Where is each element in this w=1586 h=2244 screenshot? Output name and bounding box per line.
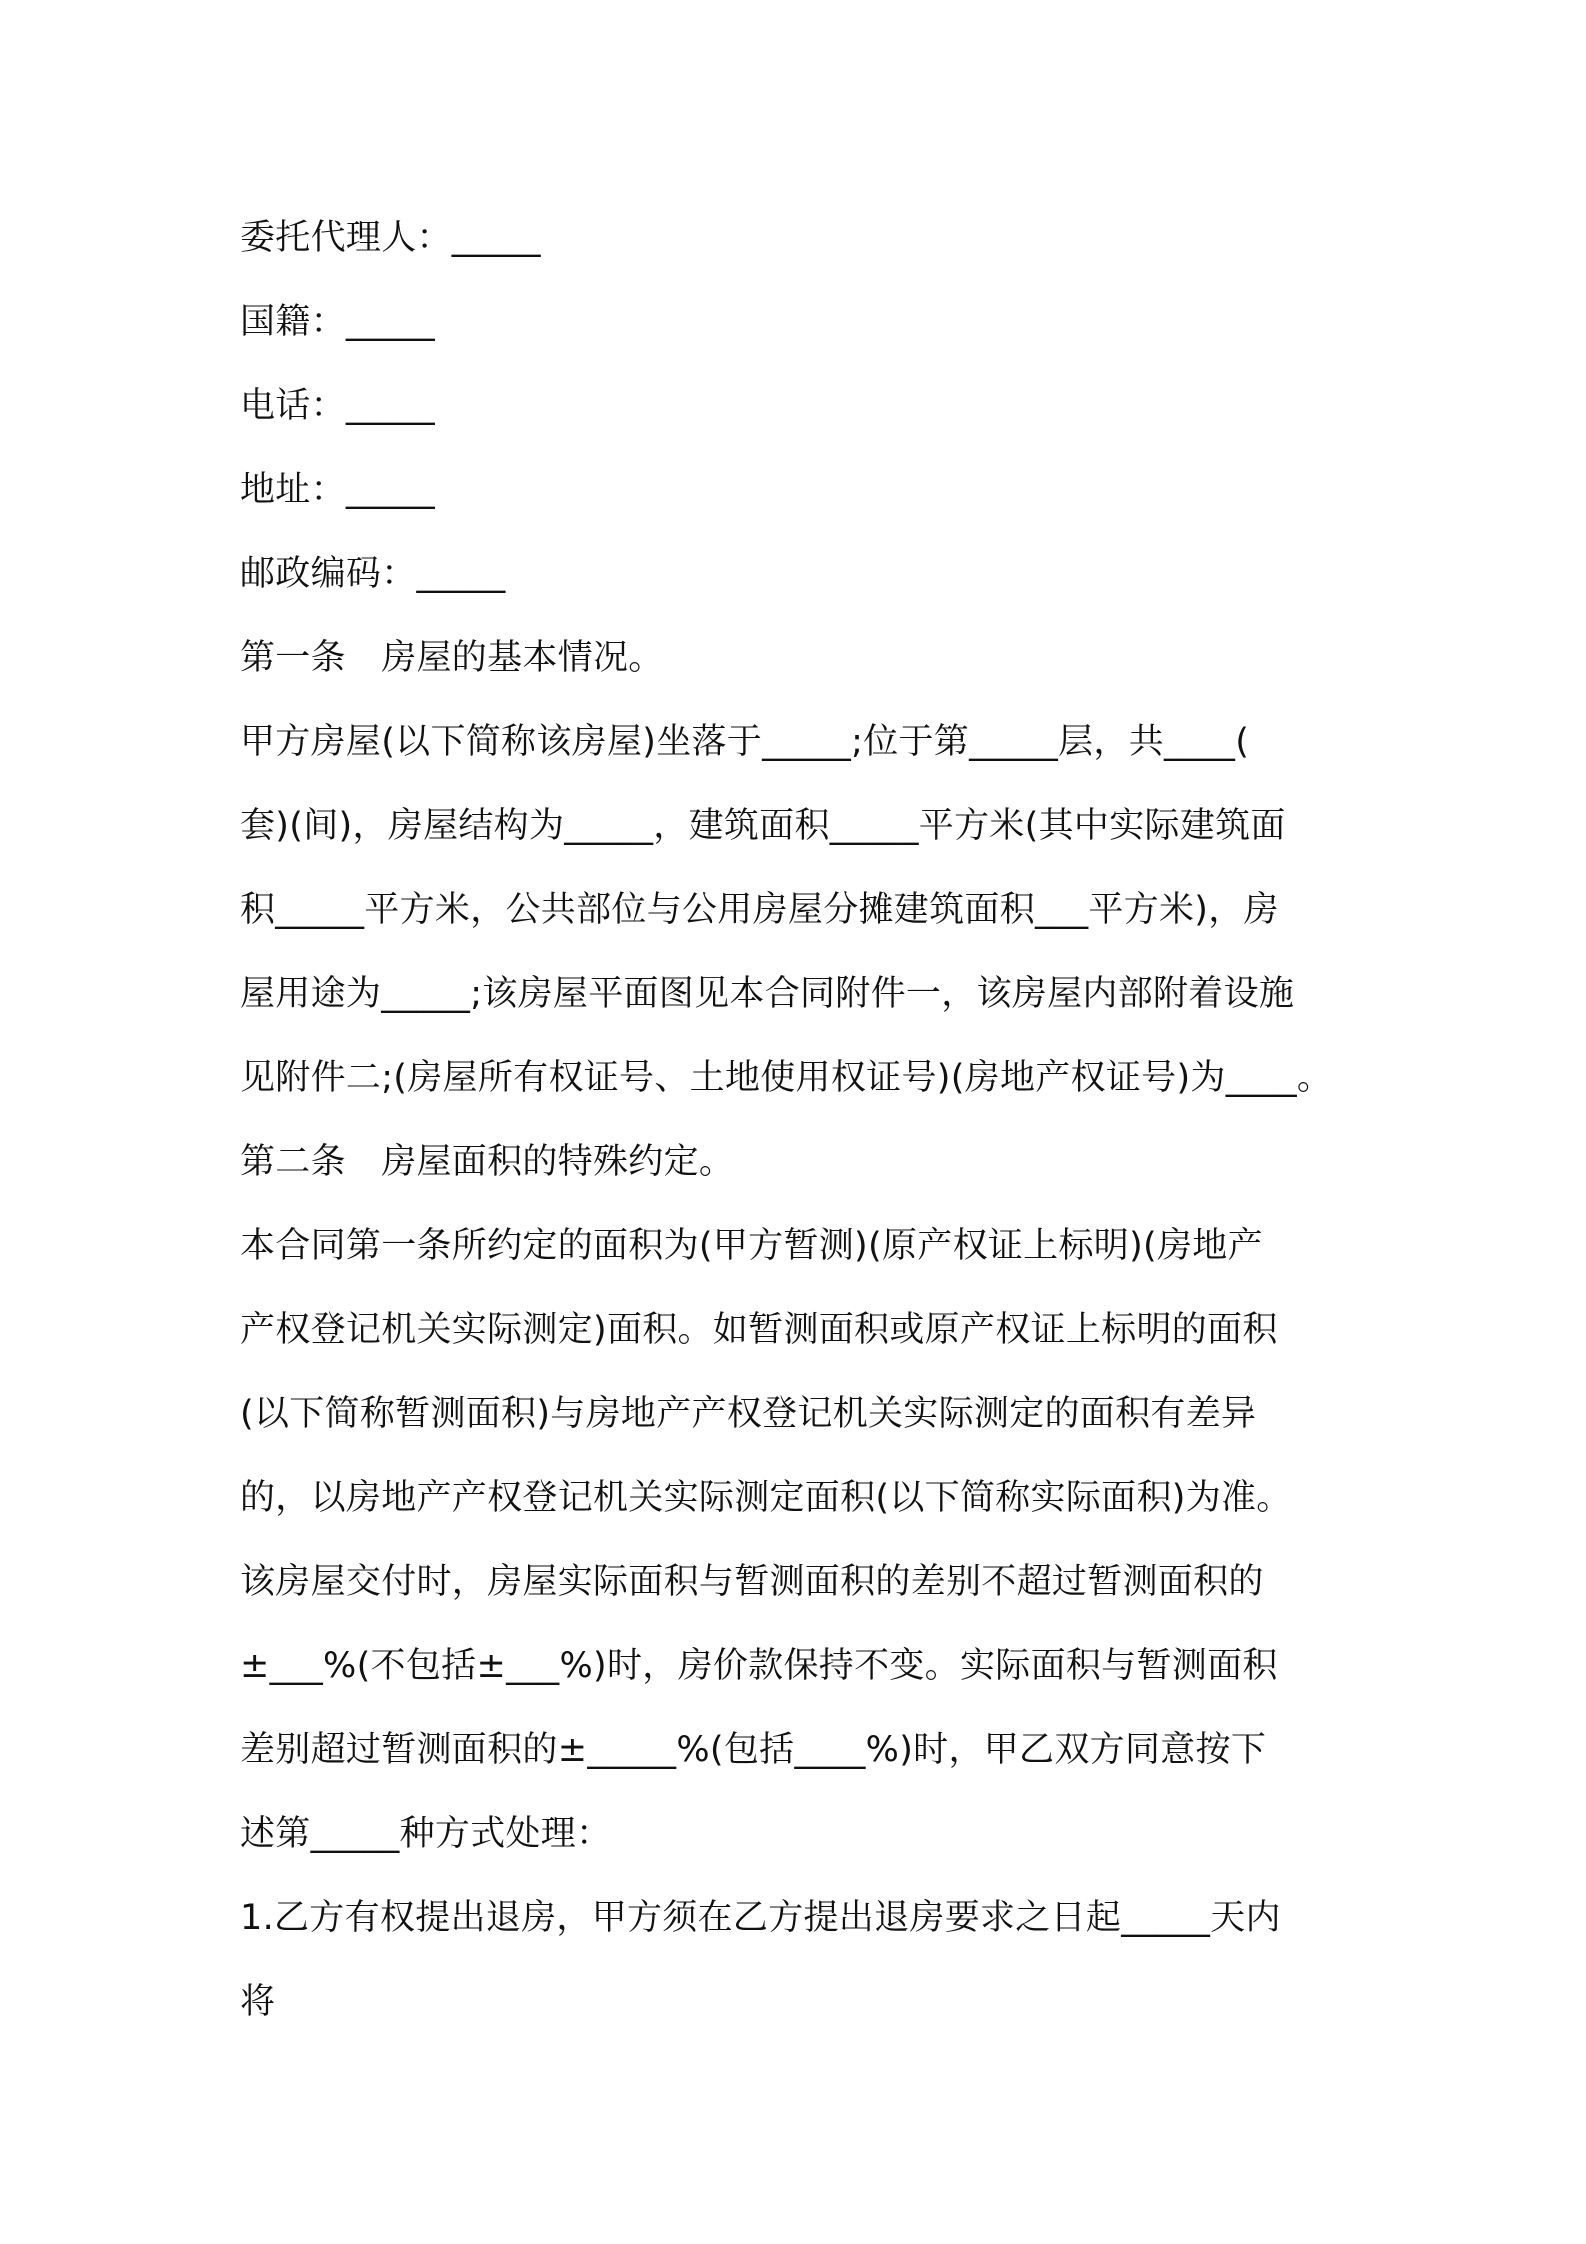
postal-code-field: 邮政编码：_____ bbox=[240, 554, 506, 594]
document-body bbox=[240, 196, 1360, 2044]
article-2-text-line: 本合同第一条所约定的面积为(甲方暂测)(原产权证上标明)(房地产 bbox=[240, 1226, 1263, 1266]
article-1-text-line: 积_____平方米，公共部位与公用房屋分摊建筑面积___平方米)，房 bbox=[240, 890, 1279, 930]
article-2-text-line: 的，以房地产产权登记机关实际测定面积(以下简称实际面积)为准。 bbox=[240, 1478, 1292, 1518]
article-1-text-line: 屋用途为_____;该房屋平面图见本合同附件一，该房屋内部附着设施 bbox=[240, 974, 1295, 1014]
phone-field: 电话：_____ bbox=[240, 386, 435, 426]
article-2-text-line: (以下简称暂测面积)与房地产产权登记机关实际测定的面积有差异 bbox=[240, 1394, 1257, 1434]
option-1-text-line: 将 bbox=[240, 1982, 276, 2022]
article-2-text-line: 产权登记机关实际测定)面积。如暂测面积或原产权证上标明的面积 bbox=[240, 1310, 1278, 1350]
address-field: 地址：_____ bbox=[240, 470, 435, 510]
option-1-text-line: 1.乙方有权提出退房，甲方须在乙方提出退房要求之日起_____天内 bbox=[240, 1898, 1281, 1938]
article-1-text-line: 套)(间)，房屋结构为_____，建筑面积_____平方米(其中实际建筑面 bbox=[240, 806, 1286, 846]
article-1-heading: 第一条 房屋的基本情况。 bbox=[240, 638, 664, 678]
nationality-field: 国籍：_____ bbox=[240, 302, 435, 342]
agent-field: 委托代理人：_____ bbox=[240, 218, 541, 258]
article-2-text-line: ±___%(不包括±___%)时，房价款保持不变。实际面积与暂测面积 bbox=[240, 1646, 1278, 1686]
article-2-heading: 第二条 房屋面积的特殊约定。 bbox=[240, 1142, 735, 1182]
article-1-text-line: 甲方房屋(以下简称该房屋)坐落于_____;位于第_____层，共____( bbox=[240, 722, 1250, 762]
article-1-text-line: 见附件二;(房屋所有权证号、土地使用权证号)(房地产权证号)为____。 bbox=[240, 1058, 1333, 1098]
article-2-text-line: 差别超过暂测面积的±_____%(包括____%)时，甲乙双方同意按下 bbox=[240, 1730, 1267, 1770]
article-2-text-line: 述第_____种方式处理： bbox=[240, 1814, 612, 1854]
article-2-text-line: 该房屋交付时，房屋实际面积与暂测面积的差别不超过暂测面积的 bbox=[240, 1562, 1264, 1602]
